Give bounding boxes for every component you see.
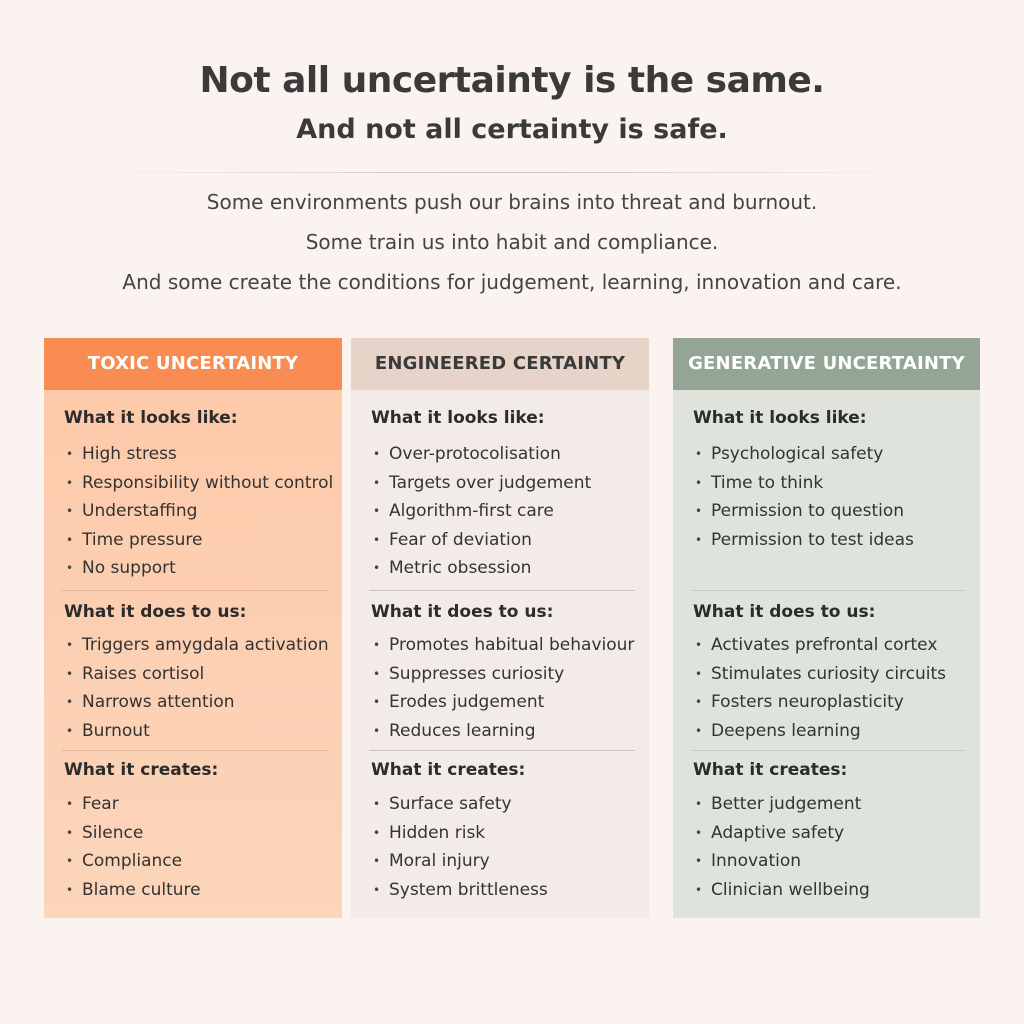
list-creates <box>373 790 548 904</box>
list-item: • Algorithm-first care <box>373 497 591 526</box>
list-item: • Fear of deviation <box>373 526 591 555</box>
list-item: • Narrows attention <box>66 688 329 717</box>
list-looks-like <box>695 440 914 554</box>
column-header-generative: GENERATIVE UNCERTAINTY <box>673 338 980 390</box>
list-item: • Adaptive safety <box>695 819 870 848</box>
page-title: Not all uncertainty is the same. <box>199 60 825 101</box>
list-item: • Time pressure <box>66 526 333 555</box>
column-header-engineered: ENGINEERED CERTAINTY <box>351 338 649 390</box>
list-item: • Targets over judgement <box>373 469 591 498</box>
list-item: • Permission to test ideas <box>695 526 914 555</box>
list-item: • Silence <box>66 819 201 848</box>
list-item: • Suppresses curiosity <box>373 660 634 689</box>
list-item: • Raises cortisol <box>66 660 329 689</box>
intro-line-3: And some create the conditions for judgement, learning, innovation and care. <box>122 270 902 294</box>
list-item: • Metric obsession <box>373 554 591 583</box>
list-item: • Burnout <box>66 717 329 746</box>
list-item: • Compliance <box>66 847 201 876</box>
column-header-toxic: TOXIC UNCERTAINTY <box>44 338 342 390</box>
page-subtitle: And not all certainty is safe. <box>296 114 728 145</box>
list-item: • Time to think <box>695 469 914 498</box>
intro-line-2: Some train us into habit and compliance. <box>305 230 719 254</box>
section-title-creates: What it creates: <box>693 760 848 780</box>
section-divider <box>369 590 635 591</box>
section-title-creates: What it creates: <box>64 760 219 780</box>
list-does-to-us <box>66 631 329 745</box>
list-item: • Understaffing <box>66 497 333 526</box>
section-divider <box>691 750 966 751</box>
header-divider <box>90 172 920 173</box>
list-item: • System brittleness <box>373 876 548 905</box>
section-divider <box>691 590 966 591</box>
list-item: • High stress <box>66 440 333 469</box>
list-item: • No support <box>66 554 333 583</box>
list-item: • Erodes judgement <box>373 688 634 717</box>
column-engineered-certainty <box>351 338 649 918</box>
list-looks-like <box>373 440 591 583</box>
list-item: • Promotes habitual behaviour <box>373 631 634 660</box>
section-title-does-to-us: What it does to us: <box>371 602 554 622</box>
section-title-looks-like: What it looks like: <box>64 408 238 428</box>
list-item: • Surface safety <box>373 790 548 819</box>
list-item: • Hidden risk <box>373 819 548 848</box>
section-title-looks-like: What it looks like: <box>693 408 867 428</box>
list-item: • Fear <box>66 790 201 819</box>
column-generative-uncertainty <box>673 338 980 918</box>
list-looks-like <box>66 440 333 583</box>
section-divider <box>62 590 328 591</box>
section-divider <box>62 750 328 751</box>
list-item: • Moral injury <box>373 847 548 876</box>
list-item: • Responsibility without control <box>66 469 333 498</box>
section-divider <box>369 750 635 751</box>
list-item: • Clinician wellbeing <box>695 876 870 905</box>
list-item: • Permission to question <box>695 497 914 526</box>
section-title-looks-like: What it looks like: <box>371 408 545 428</box>
list-item: • Triggers amygdala activation <box>66 631 329 660</box>
intro-line-1: Some environments push our brains into threat and burnout. <box>206 190 818 214</box>
column-toxic-uncertainty <box>44 338 342 918</box>
list-item: • Stimulates curiosity circuits <box>695 660 946 689</box>
list-creates <box>66 790 201 904</box>
section-title-does-to-us: What it does to us: <box>693 602 876 622</box>
list-does-to-us <box>695 631 946 745</box>
list-item: • Psychological safety <box>695 440 914 469</box>
list-item: • Reduces learning <box>373 717 634 746</box>
list-item: • Fosters neuroplasticity <box>695 688 946 717</box>
list-item: • Better judgement <box>695 790 870 819</box>
list-item: • Activates prefrontal cortex <box>695 631 946 660</box>
list-creates <box>695 790 870 904</box>
list-item: • Innovation <box>695 847 870 876</box>
list-item: • Deepens learning <box>695 717 946 746</box>
list-item: • Over-protocolisation <box>373 440 591 469</box>
section-title-creates: What it creates: <box>371 760 526 780</box>
section-title-does-to-us: What it does to us: <box>64 602 247 622</box>
list-item: • Blame culture <box>66 876 201 905</box>
list-does-to-us <box>373 631 634 745</box>
